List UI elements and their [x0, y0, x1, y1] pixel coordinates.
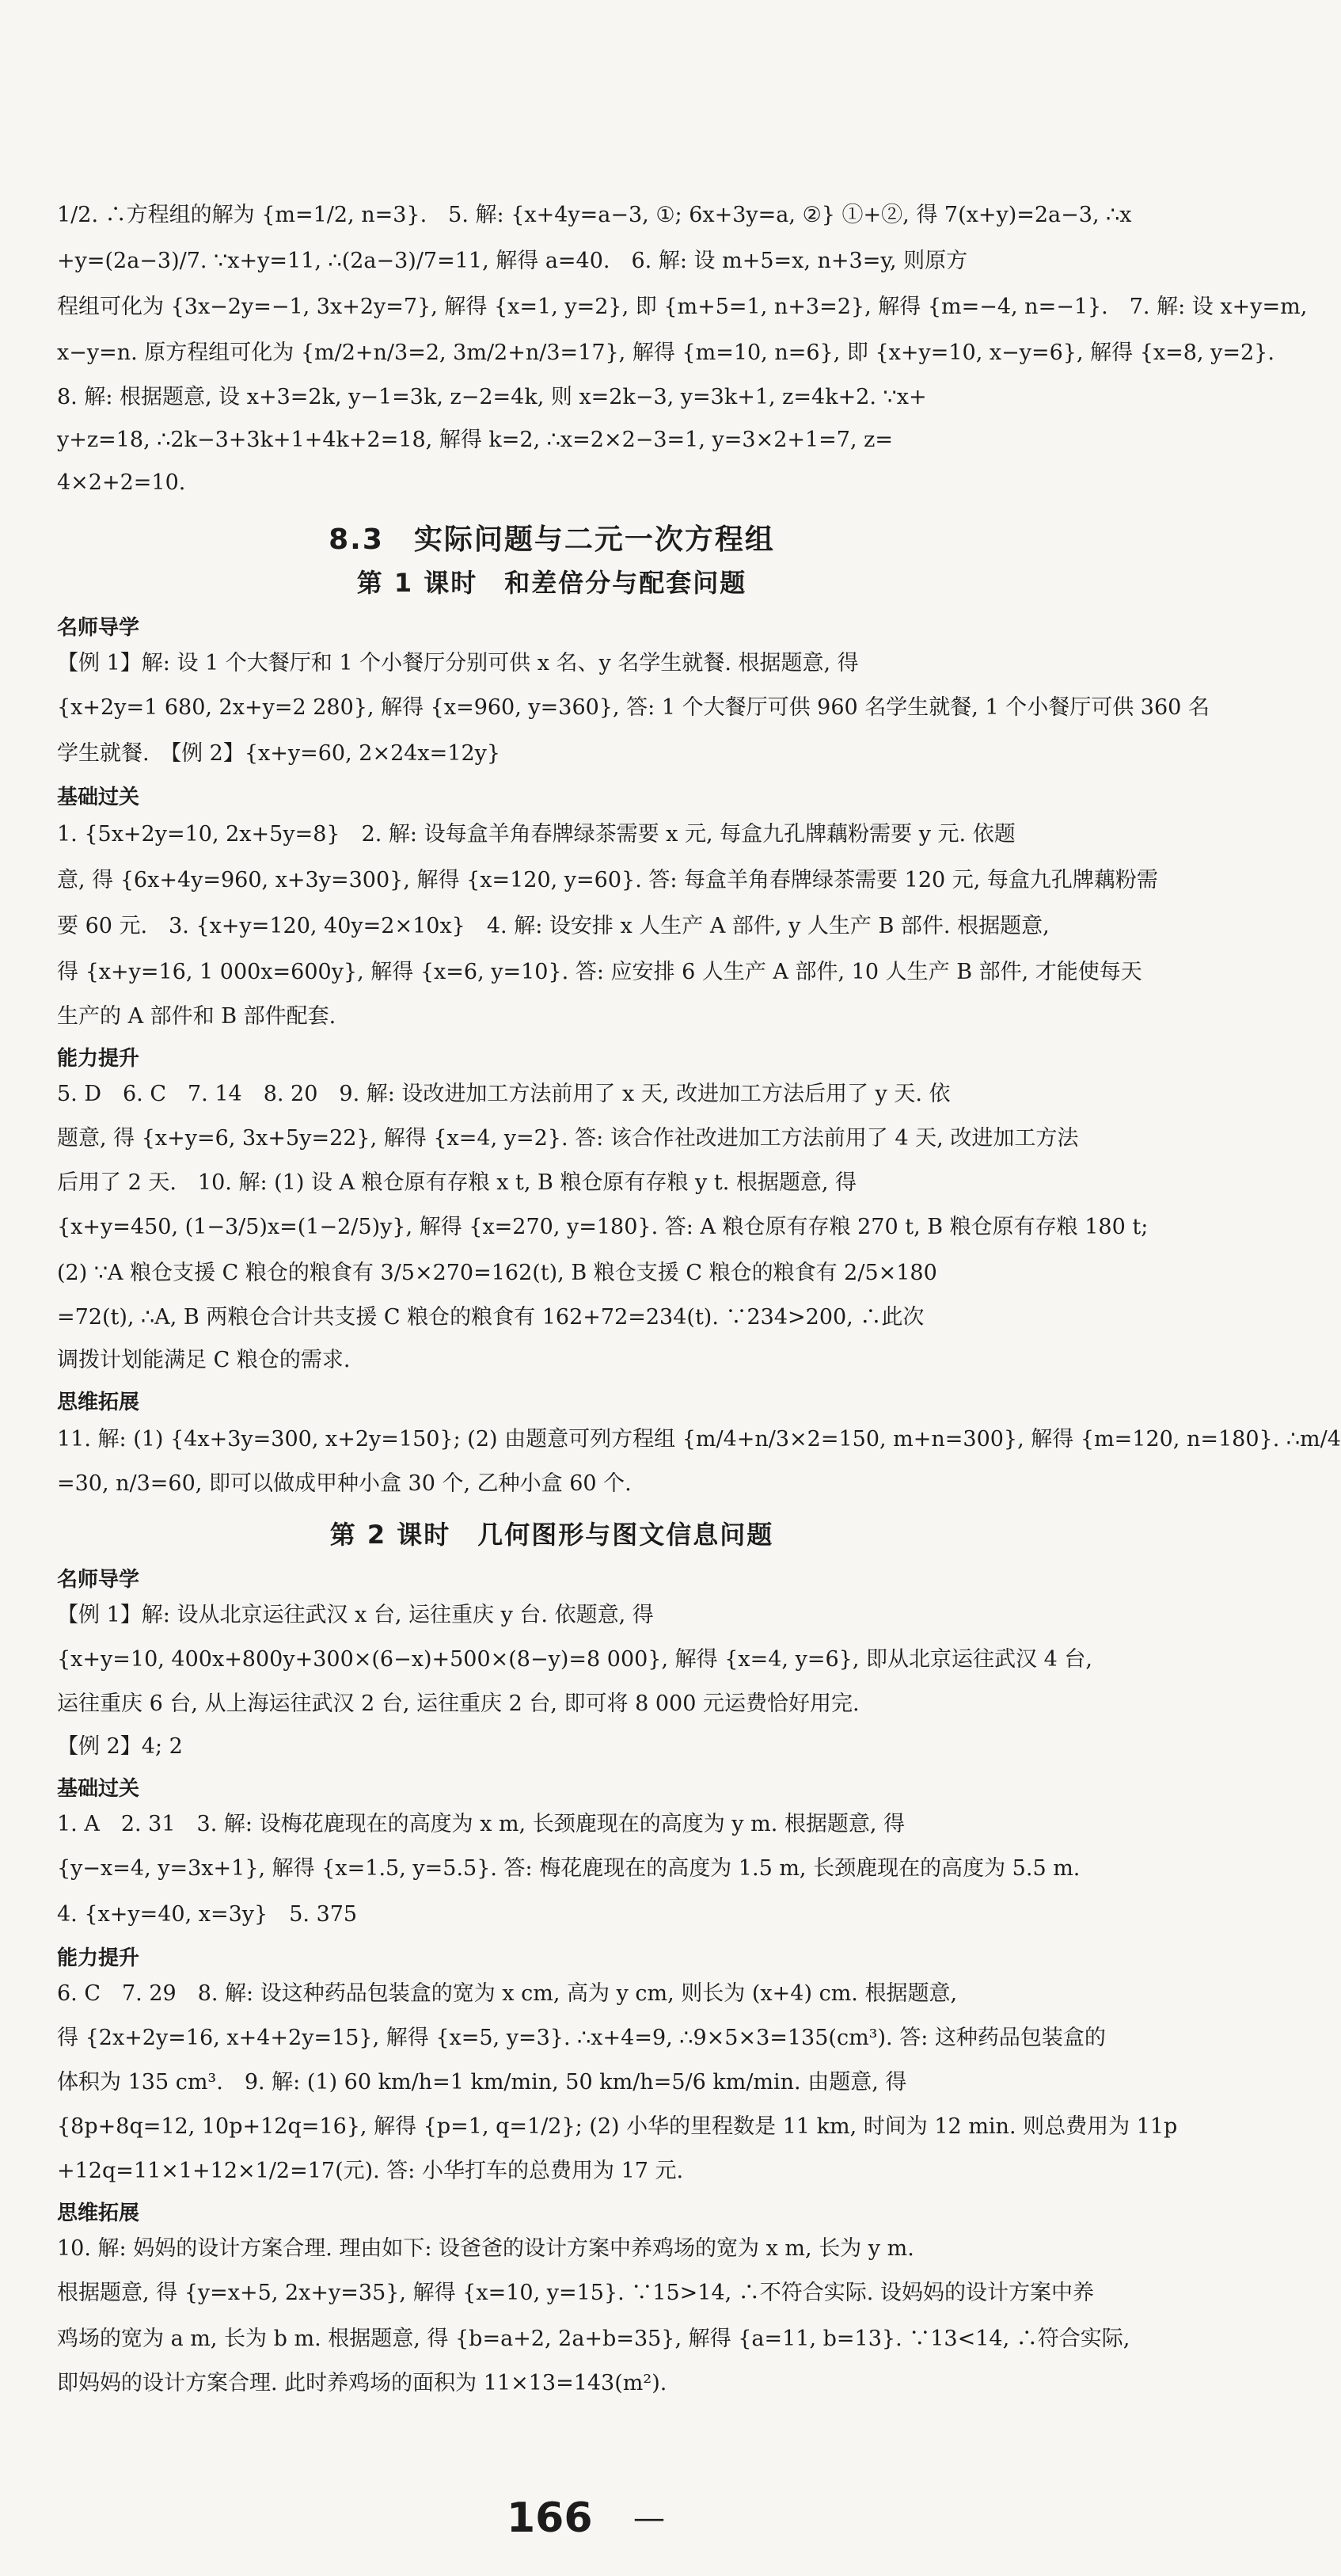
text-line: {x+2y=1 680, 2x+y=2 280}, 解得 {x=960, y=360}, 答: 1 个大餐厅可供 960 名学生就餐, 1 个小餐厅可供 360 名 — [57, 695, 1210, 720]
text-line: 程组可化为 {3x−2y=−1, 3x+2y=7}, 解得 {x=1, y=2}, 即 {m+5=1, n+3=2}, 解得 {m=−4, n=−1}. 7. 解: 设 x+y=m, — [57, 295, 1308, 319]
text-line: =72(t), ∴A, B 两粮仓合计共支援 C 粮仓的粮食有 162+72=234(t). ∵234>200, ∴此次 — [57, 1305, 925, 1330]
text-line: {x+y=450, (1−3/5)x=(1−2/5)y}, 解得 {x=270, y=180}. 答: A 粮仓原有存粮 270 t, B 粮仓原有存粮 180 t; — [57, 1215, 1149, 1239]
text-line: 1. {5x+2y=10, 2x+5y=8} 2. 解: 设每盒羊角春牌绿茶需要 x 元, 每盒九孔牌藕粉需要 y 元. 依题 — [57, 822, 1016, 847]
text-line: 1/2. ∴方程组的解为 {m=1/2, n=3}. 5. 解: {x+4y=a−3, ①; 6x+3y=a, ②} ①+②, 得 7(x+y)=2a−3, ∴x — [57, 203, 1132, 227]
lesson2-section — [57, 1565, 1178, 2399]
section-heading: 能力提升 — [57, 1047, 140, 1071]
text-line: y+z=18, ∴2k−3+3k+1+4k+2=18, 解得 k=2, ∴x=2×2−3=1, y=3×2+1=7, z= — [57, 428, 893, 452]
text-line: 4. {x+y=40, x=3y} 5. 375 — [57, 1902, 358, 1927]
section-heading: 基础过关 — [57, 786, 140, 809]
text-line: 意, 得 {6x+4y=960, x+3y=300}, 解得 {x=120, y=60}. 答: 每盒羊角春牌绿茶需要 120 元, 每盒九孔牌藕粉需 — [57, 868, 1158, 892]
text-line: 调拨计划能满足 C 粮仓的需求. — [57, 1348, 351, 1372]
answer-page — [57, 198, 1341, 2410]
text-line: {y−x=4, y=3x+1}, 解得 {x=1.5, y=5.5}. 答: 梅花鹿现在的高度为 1.5 m, 长颈鹿现在的高度为 5.5 m. — [57, 1856, 1081, 1881]
text-line: 生产的 A 部件和 B 部件配套. — [57, 1004, 336, 1029]
text-line: +12q=11×1+12×1/2=17(元). 答: 小华打车的总费用为 17 元. — [57, 2159, 684, 2183]
text-line: 鸡场的宽为 a m, 长为 b m. 根据题意, 得 {b=a+2, 2a+b=35}, 解得 {a=11, b=13}. ∵13<14, ∴符合实际, — [57, 2327, 1130, 2351]
section-heading: 名师导学 — [57, 616, 140, 640]
text-line: 学生就餐. 【例 2】{x+y=60, 2×24x=12y} — [57, 741, 501, 766]
text-line: 【例 2】4; 2 — [57, 1734, 183, 1759]
text-line: 4×2+2=10. — [57, 470, 186, 495]
section-heading: 思维拓展 — [57, 2201, 140, 2225]
section-heading: 名师导学 — [57, 1568, 140, 1592]
text-line: =30, n/3=60, 即可以做成甲种小盒 30 个, 乙种小盒 60 个. — [57, 1471, 632, 1496]
text-line: 【例 1】解: 设 1 个大餐厅和 1 个小餐厅分别可供 x 名、y 名学生就餐. 根据题意, 得 — [57, 651, 859, 675]
top-answers — [57, 198, 1308, 499]
text-line: (2) ∵A 粮仓支援 C 粮仓的粮食有 3/5×270=162(t), B 粮仓支援 C 粮仓的粮食有 2/5×180 — [57, 1261, 937, 1285]
text-line: 得 {2x+2y=16, x+4+2y=15}, 解得 {x=5, y=3}. ∴x+4=9, ∴9×5×3=135(cm³). 答: 这种药品包装盒的 — [57, 2026, 1106, 2050]
text-line: 1. A 2. 31 3. 解: 设梅花鹿现在的高度为 x m, 长颈鹿现在的高度为 y m. 根据题意, 得 — [57, 1812, 906, 1836]
text-line: 体积为 135 cm³. 9. 解: (1) 60 km/h=1 km/min, 50 km/h=5/6 km/min. 由题意, 得 — [57, 2070, 907, 2095]
text-line: 根据题意, 得 {y=x+5, 2x+y=35}, 解得 {x=10, y=15}. ∵15>14, ∴不符合实际. 设妈妈的设计方案中养 — [57, 2281, 1094, 2305]
text-line: 要 60 元. 3. {x+y=120, 40y=2×10x} 4. 解: 设安排 x 人生产 A 部件, y 人生产 B 部件. 根据题意, — [57, 914, 1050, 938]
text-line: 即妈妈的设计方案合理. 此时养鸡场的面积为 11×13=143(m²). — [57, 2371, 667, 2395]
page-number-dash: — — [633, 2500, 665, 2536]
text-line: x−y=n. 原方程组可化为 {m/2+n/3=2, 3m/2+n/3=17}, 解得 {m=10, n=6}, 即 {x+y=10, x−y=6}, 解得 {x=8, y=2}. — [57, 341, 1275, 365]
lesson-title: 第 2 课时 几何图形与图文信息问题 — [329, 1520, 774, 1550]
chapter-title: 8.3 实际问题与二元一次方程组 — [329, 523, 775, 556]
text-line: 后用了 2 天. 10. 解: (1) 设 A 粮仓原有存粮 x t, B 粮仓原有存粮 y t. 根据题意, 得 — [57, 1170, 857, 1195]
text-line: {x+y=10, 400x+800y+300×(6−x)+500×(8−y)=8 000}, 解得 {x=4, y=6}, 即从北京运往武汉 4 台, — [57, 1647, 1092, 1672]
section-heading: 思维拓展 — [57, 1391, 140, 1414]
text-line: 【例 1】解: 设从北京运往武汉 x 台, 运往重庆 y 台. 依题意, 得 — [57, 1603, 654, 1627]
lesson1-section — [57, 613, 1341, 1500]
text-line: 5. D 6. C 7. 14 8. 20 9. 解: 设改进加工方法前用了 x 天, 改进加工方法后用了 y 天. 依 — [57, 1082, 951, 1106]
text-line: 8. 解: 根据题意, 设 x+3=2k, y−1=3k, z−2=4k, 则 x=2k−3, y=3k+1, z=4k+2. ∵x+ — [57, 385, 927, 409]
page-number: 166 — [507, 2494, 593, 2542]
text-line: 6. C 7. 29 8. 解: 设这种药品包装盒的宽为 x cm, 高为 y cm, 则长为 (x+4) cm. 根据题意, — [57, 1981, 958, 2006]
text-line: 10. 解: 妈妈的设计方案合理. 理由如下: 设爸爸的设计方案中养鸡场的宽为 x m, 长为 y m. — [57, 2236, 914, 2261]
text-line: 题意, 得 {x+y=6, 3x+5y=22}, 解得 {x=4, y=2}. 答: 该合作社改进加工方法前用了 4 天, 改进加工方法 — [57, 1126, 1079, 1151]
text-line: {8p+8q=12, 10p+12q=16}, 解得 {p=1, q=1/2}; (2) 小华的里程数是 11 km, 时间为 12 min. 则总费用为 11p — [57, 2114, 1178, 2139]
section-heading: 能力提升 — [57, 1946, 140, 1970]
lesson-title: 第 1 课时 和差倍分与配套问题 — [356, 568, 747, 598]
section-heading: 基础过关 — [57, 1777, 140, 1801]
text-line: 运往重庆 6 台, 从上海运往武汉 2 台, 运往重庆 2 台, 即可将 8 000 元运费恰好用完. — [57, 1691, 860, 1716]
text-line: 得 {x+y=16, 1 000x=600y}, 解得 {x=6, y=10}. 答: 应安排 6 人生产 A 部件, 10 人生产 B 部件, 才能使每天 — [57, 960, 1142, 984]
text-line: 11. 解: (1) {4x+3y=300, x+2y=150}; (2) 由题意可列方程组 {m/4+n/3×2=150, m+n=300}, 解得 {m=120, n=180}. ∴m/4 — [57, 1427, 1341, 1452]
text-line: +y=(2a−3)/7. ∵x+y=11, ∴(2a−3)/7=11, 解得 a=40. 6. 解: 设 m+5=x, n+3=y, 则原方 — [57, 249, 968, 273]
